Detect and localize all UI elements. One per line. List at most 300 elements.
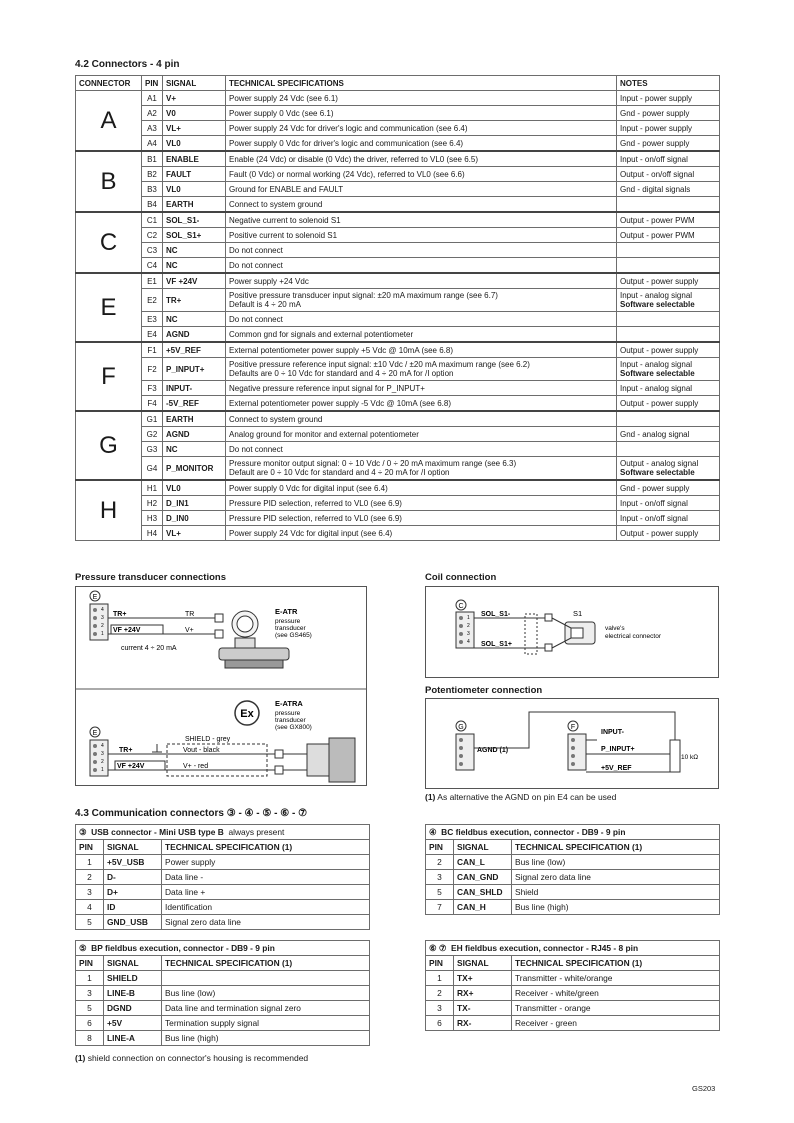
header-signal: SIGNAL	[104, 956, 162, 971]
note-line: Input - power supply	[620, 123, 693, 133]
terminal-block	[90, 604, 108, 640]
table-row	[76, 480, 720, 496]
note-line: Output - power PWM	[620, 230, 695, 240]
header-signal: SIGNAL	[104, 840, 162, 855]
table-row	[76, 167, 720, 182]
screw	[93, 760, 97, 764]
label-tr-plus: TR+	[113, 611, 127, 618]
label-resistor: 10 kΩ	[681, 754, 699, 761]
table-row	[76, 312, 720, 327]
spec-cell	[226, 496, 617, 511]
table-row	[76, 381, 720, 396]
screw	[93, 768, 97, 772]
pin-cell: 3	[426, 870, 454, 885]
connector-letter: G	[76, 411, 142, 480]
note-cell	[617, 312, 720, 327]
bp-title-text: BP fieldbus execution, connector - DB9 - 9 pin	[91, 942, 275, 953]
note-cell	[617, 182, 720, 197]
label-sol-minus: SOL_S1-	[481, 611, 511, 618]
spec-cell	[226, 327, 617, 343]
label-current: current 4 ÷ 20 mA	[121, 645, 177, 652]
spec-cell	[226, 243, 617, 258]
note-cell	[617, 106, 720, 121]
spec-line: Pressure PID selection, referred to VL0 (see 6.9)	[229, 513, 402, 523]
spec-cell	[226, 228, 617, 243]
usb-connector-table	[75, 824, 370, 930]
screw	[571, 754, 575, 758]
coil-connection-title: Coil connection	[425, 572, 497, 583]
spec-line: Power supply 0 Vdc for digital input (see 6.4)	[229, 483, 388, 493]
note-cell	[617, 457, 720, 481]
potentiometer-diagram	[425, 698, 719, 789]
table-row	[76, 1001, 370, 1016]
spec-line: Fault (0 Vdc) or normal working (24 Vdc), referred to VL0 (see 6.6)	[229, 169, 465, 179]
table-row	[76, 427, 720, 442]
table-row	[76, 289, 720, 312]
table-row	[76, 327, 720, 343]
signal-cell: +5V	[104, 1016, 162, 1031]
pin-number: 1	[467, 615, 470, 621]
table-row	[426, 870, 720, 885]
spec-line: Do not connect	[229, 260, 283, 270]
spec-line: Positive pressure transducer input signal: ±20 mA maximum range (see 6.7)	[229, 291, 498, 300]
spec-cell: Identification	[162, 900, 370, 915]
terminal-block	[456, 612, 474, 648]
transducer-connector-inner	[237, 616, 253, 632]
table-row	[426, 986, 720, 1001]
connector-f-label: F	[570, 724, 576, 731]
signal-cell: NC	[163, 258, 226, 274]
signal-cell: NC	[163, 312, 226, 327]
pin-cell: F3	[142, 381, 163, 396]
spec-line: Default is 4 ÷ 20 mA	[229, 300, 301, 309]
connector-letter: H	[76, 480, 142, 541]
comm-footnote-text: shield connection on connector's housing is recommended	[87, 1053, 309, 1063]
signal-cell: CAN_SHLD	[454, 885, 512, 900]
spec-line: Power supply 0 Vdc for driver's logic and communication (see 6.4)	[229, 138, 464, 148]
spec-line: Defaults are 0 ÷ 10 Vdc for standard and 4 ÷ 20 mA for /I option	[229, 369, 454, 378]
note-line: Gnd - digital signals	[620, 184, 691, 194]
pot-footnote	[425, 792, 616, 802]
spec-cell: Bus line (low)	[512, 855, 720, 870]
spec-cell	[226, 342, 617, 358]
pin-cell: B3	[142, 182, 163, 197]
label-tr-plus-2: TR+	[119, 747, 133, 754]
table-row	[76, 396, 720, 412]
eatra-desc: pressure	[275, 710, 301, 717]
spec-cell	[226, 411, 617, 427]
signal-cell: D_IN1	[163, 496, 226, 511]
header-pin: PIN	[426, 956, 454, 971]
signal-cell: P_INPUT+	[163, 358, 226, 381]
pin-cell: 5	[76, 915, 104, 930]
table-row	[76, 228, 720, 243]
label-input-minus: INPUT-	[601, 729, 624, 736]
spec-cell	[226, 91, 617, 106]
note-cell	[617, 151, 720, 167]
header-spec: TECHNICAL SPECIFICATION (1)	[162, 956, 370, 971]
connector-letter: C	[76, 212, 142, 273]
pin-cell: 2	[426, 855, 454, 870]
pin-number: 2	[467, 623, 470, 629]
signal-cell: DGND	[104, 1001, 162, 1016]
note-line: Input - power supply	[620, 93, 693, 103]
pin-cell: C3	[142, 243, 163, 258]
signal-cell: D+	[104, 885, 162, 900]
note-cell	[617, 91, 720, 106]
pin-cell: 2	[76, 870, 104, 885]
pin-cell: H4	[142, 526, 163, 541]
eh-connector-table	[425, 940, 720, 1031]
spec-cell: Data line and termination signal zero	[162, 1001, 370, 1016]
pin-cell: A4	[142, 136, 163, 152]
pin-cell: 1	[76, 855, 104, 870]
spec-line: Power supply 24 Vdc (see 6.1)	[229, 93, 338, 103]
spec-cell	[226, 480, 617, 496]
note-cell	[617, 526, 720, 541]
connector-letter: A	[76, 91, 142, 152]
signal-cell: TX+	[454, 971, 512, 986]
signal-cell: VF +24V	[163, 273, 226, 289]
note-line: Software selectable	[620, 468, 695, 477]
connector-e-label-2: E	[92, 730, 98, 737]
pressure-transducer-title: Pressure transducer connections	[75, 572, 226, 583]
spec-cell: Data line +	[162, 885, 370, 900]
spec-cell	[226, 136, 617, 152]
table-row	[76, 151, 720, 167]
spec-cell	[162, 971, 370, 986]
table-row	[76, 212, 720, 228]
pin-cell: 3	[76, 986, 104, 1001]
spec-cell	[226, 151, 617, 167]
pin-cell: F4	[142, 396, 163, 412]
signal-cell: VL+	[163, 121, 226, 136]
spec-cell	[226, 457, 617, 481]
note-line: Input - analog signal	[620, 291, 693, 300]
connector-letter: F	[76, 342, 142, 411]
spec-cell	[226, 358, 617, 381]
screw	[459, 640, 463, 644]
signal-cell: NC	[163, 243, 226, 258]
header-pin: PIN	[76, 840, 104, 855]
signal-cell: ID	[104, 900, 162, 915]
note-line: Input - analog signal	[620, 360, 693, 369]
screw	[459, 738, 463, 742]
screw	[93, 744, 97, 748]
table-row	[76, 915, 370, 930]
table-header-row	[426, 840, 720, 855]
pin-cell: 6	[426, 1016, 454, 1031]
screw	[459, 754, 463, 758]
signal-cell: TX-	[454, 1001, 512, 1016]
pin-number: 3	[101, 751, 104, 757]
table-row	[76, 182, 720, 197]
spec-line: Default are 0 ÷ 10 Vdc for standard and 4 ÷ 20 mA for /I option	[229, 468, 450, 477]
spec-cell	[226, 182, 617, 197]
table-row	[426, 1001, 720, 1016]
pin-cell: A3	[142, 121, 163, 136]
header-pin: PIN	[142, 76, 163, 91]
spec-line: Positive current to solenoid S1	[229, 230, 338, 240]
note-cell	[617, 212, 720, 228]
note-cell	[617, 511, 720, 526]
signal-cell: P_MONITOR	[163, 457, 226, 481]
label-tr: TR	[185, 611, 195, 618]
screw	[459, 762, 463, 766]
spec-cell	[226, 167, 617, 182]
pin-number: 2	[101, 759, 104, 765]
screw	[459, 616, 463, 620]
eatra-desc: (see GX800)	[275, 724, 312, 731]
resistor	[670, 740, 680, 772]
pin-cell: G3	[142, 442, 163, 457]
table-row	[76, 258, 720, 274]
signal-cell: CAN_L	[454, 855, 512, 870]
spec-line: Ground for ENABLE and FAULT	[229, 184, 344, 194]
spec-line: External potentiometer power supply -5 Vdc @ 10mA (see 6.8)	[229, 398, 452, 408]
table-row	[76, 900, 370, 915]
table-row	[76, 457, 720, 481]
table-header-row	[76, 76, 720, 91]
note-line: Input - analog signal	[620, 383, 693, 393]
pin-number: 1	[101, 767, 104, 773]
screw	[459, 746, 463, 750]
label-sol-plus: SOL_S1+	[481, 641, 512, 648]
spec-cell: Receiver - green	[512, 1016, 720, 1031]
connector-g-label: G	[458, 724, 464, 731]
bc-connector-table	[425, 824, 720, 915]
note-cell	[617, 411, 720, 427]
signal-cell: FAULT	[163, 167, 226, 182]
table-row	[76, 197, 720, 213]
note-line: Input - on/off signal	[620, 498, 688, 508]
connectors-4pin-table	[75, 75, 720, 541]
table-row	[76, 106, 720, 121]
signal-cell: LINE-B	[104, 986, 162, 1001]
spec-line: Connect to system ground	[229, 414, 323, 424]
pressure-transducer-diagram	[75, 586, 367, 786]
spec-line: Negative current to solenoid S1	[229, 215, 341, 225]
signal-cell: SHIELD	[104, 971, 162, 986]
transducer-body	[235, 638, 255, 648]
spec-line: Power supply 0 Vdc (see 6.1)	[229, 108, 334, 118]
spec-cell	[226, 289, 617, 312]
bp-connector-table	[75, 940, 370, 1046]
pin-box	[215, 630, 223, 638]
note-cell	[617, 442, 720, 457]
table-row	[76, 273, 720, 289]
note-cell	[617, 167, 720, 182]
pin-cell: 1	[426, 971, 454, 986]
header-signal: SIGNAL	[163, 76, 226, 91]
spec-cell	[226, 511, 617, 526]
spec-cell: Power supply	[162, 855, 370, 870]
signal-cell: NC	[163, 442, 226, 457]
bp-num: ⑤	[79, 942, 87, 953]
note-line: Input - on/off signal	[620, 513, 688, 523]
pin-number: 4	[101, 743, 104, 749]
table-row	[76, 526, 720, 541]
pin-cell: E3	[142, 312, 163, 327]
eatr-desc: transducer	[275, 625, 306, 632]
note-cell	[617, 197, 720, 213]
note-cell	[617, 327, 720, 343]
signal-cell: EARTH	[163, 411, 226, 427]
table-row	[426, 971, 720, 986]
atra-connector	[307, 744, 329, 776]
table-title-row	[426, 941, 720, 956]
header-pin: PIN	[76, 956, 104, 971]
header-signal: SIGNAL	[454, 840, 512, 855]
spec-line: Do not connect	[229, 314, 283, 324]
header-spec: TECHNICAL SPECIFICATION (1)	[512, 956, 720, 971]
spec-cell: Signal zero data line	[512, 870, 720, 885]
signal-cell: -5V_REF	[163, 396, 226, 412]
usb-title-text: USB connector - Mini USB type B	[91, 826, 224, 837]
header-signal: SIGNAL	[454, 956, 512, 971]
pin-cell: 7	[426, 900, 454, 915]
eatr-title: E-ATR	[275, 607, 298, 616]
signal-cell: +5V_REF	[163, 342, 226, 358]
spec-cell: Shield	[512, 885, 720, 900]
bc-title	[426, 825, 720, 840]
table-row	[76, 442, 720, 457]
spec-cell	[226, 396, 617, 412]
pin-box	[275, 750, 283, 758]
label-vf24: VF +24V	[113, 627, 141, 634]
signal-cell: VL+	[163, 526, 226, 541]
note-line: Output - power supply	[620, 398, 699, 408]
spec-line: Pressure PID selection, referred to VL0 (see 6.9)	[229, 498, 402, 508]
signal-cell: D-	[104, 870, 162, 885]
spec-line: External potentiometer power supply +5 Vdc @ 10mA (see 6.8)	[229, 345, 454, 355]
pin-cell: C2	[142, 228, 163, 243]
table-row	[76, 986, 370, 1001]
section-4-3-title: 4.3 Communication connectors ③ - ④ - ⑤ - ⑥ - ⑦	[75, 808, 308, 819]
screw	[93, 624, 97, 628]
potentiometer-title: Potentiometer connection	[425, 685, 543, 696]
note-line: Output - analog signal	[620, 459, 699, 468]
pin-cell: G1	[142, 411, 163, 427]
table-title-row	[76, 941, 370, 956]
section-4-2-title: 4.2 Connectors - 4 pin	[75, 59, 180, 70]
label-vplus: V+	[185, 627, 194, 634]
table-row	[76, 496, 720, 511]
screw	[93, 752, 97, 756]
signal-cell: VL0	[163, 480, 226, 496]
note-cell	[617, 228, 720, 243]
signal-cell: EARTH	[163, 197, 226, 213]
pin-cell: 3	[76, 885, 104, 900]
signal-cell: SOL_S1+	[163, 228, 226, 243]
bp-title	[76, 941, 370, 956]
signal-cell: SOL_S1-	[163, 212, 226, 228]
pin-cell: 1	[76, 971, 104, 986]
pin-cell: E2	[142, 289, 163, 312]
table-row	[76, 511, 720, 526]
pin-cell: 5	[426, 885, 454, 900]
pin-cell: E4	[142, 327, 163, 343]
note-cell	[617, 381, 720, 396]
pin-number: 1	[101, 631, 104, 637]
pin-number: 3	[467, 631, 470, 637]
note-line: Output - on/off signal	[620, 169, 695, 179]
spec-cell: Transmitter - orange	[512, 1001, 720, 1016]
pin-cell: E1	[142, 273, 163, 289]
pin-box	[215, 614, 223, 622]
header-spec: TECHNICAL SPECIFICATION (1)	[162, 840, 370, 855]
note-cell	[617, 480, 720, 496]
comm-footnote-number: (1)	[75, 1053, 86, 1063]
pin-cell: C1	[142, 212, 163, 228]
usb-num: ③	[79, 826, 87, 837]
connector-letter: B	[76, 151, 142, 212]
pin-number: 4	[467, 639, 470, 645]
spec-cell	[226, 381, 617, 396]
note-cell	[617, 258, 720, 274]
eatr-desc: (see GS465)	[275, 632, 312, 639]
valve-connector-inner	[571, 628, 583, 638]
spec-cell: Bus line (high)	[162, 1031, 370, 1046]
spec-line: Power supply +24 Vdc	[229, 276, 309, 286]
note-line: Gnd - power supply	[620, 483, 690, 493]
signal-cell: AGND	[163, 427, 226, 442]
signal-cell: ENABLE	[163, 151, 226, 167]
note-cell	[617, 289, 720, 312]
spec-line: Positive pressure reference input signal: ±10 Vdc / ±20 mA maximum range (see 6.2)	[229, 360, 530, 369]
bc-title-text: BC fieldbus execution, connector - DB9 - 9 pin	[441, 826, 626, 837]
connector-c-label: C	[458, 603, 464, 610]
spec-line: Common gnd for signals and external potentiometer	[229, 329, 414, 339]
signal-cell: TR+	[163, 289, 226, 312]
signal-cell: LINE-A	[104, 1031, 162, 1046]
table-row	[76, 342, 720, 358]
note-line: Gnd - power supply	[620, 108, 690, 118]
signal-cell: AGND	[163, 327, 226, 343]
note-cell	[617, 396, 720, 412]
note-cell	[617, 273, 720, 289]
label-ref5: +5V_REF	[601, 765, 632, 772]
spec-cell	[226, 526, 617, 541]
spec-cell	[226, 273, 617, 289]
table-row	[76, 243, 720, 258]
table-row	[76, 358, 720, 381]
signal-cell: V+	[163, 91, 226, 106]
pin-cell: F2	[142, 358, 163, 381]
eh-num: ⑥ ⑦	[429, 942, 447, 953]
note-line: Output - power supply	[620, 276, 699, 286]
signal-cell: +5V_USB	[104, 855, 162, 870]
spec-line: Power supply 24 Vdc for driver's logic and communication (see 6.4)	[229, 123, 468, 133]
spec-line: Analog ground for monitor and external potentiometer	[229, 429, 419, 439]
spec-line: Enable (24 Vdc) or disable (0 Vdc) the driver, referred to VL0 (see 6.5)	[229, 154, 479, 164]
table-title-row	[426, 825, 720, 840]
table-row	[76, 136, 720, 152]
spec-cell: Receiver - white/green	[512, 986, 720, 1001]
spec-cell: Data line -	[162, 870, 370, 885]
screw	[571, 762, 575, 766]
terminal-block-g	[456, 734, 474, 770]
spec-cell	[226, 312, 617, 327]
pot-footnote-text: As alternative the AGND on pin E4 can be used	[437, 792, 617, 802]
eh-title-text: EH fieldbus execution, connector - RJ45 - 8 pin	[451, 942, 639, 953]
bc-num: ④	[429, 826, 437, 837]
screw	[571, 738, 575, 742]
note-line: Output - power PWM	[620, 215, 695, 225]
signal-cell: RX+	[454, 986, 512, 1001]
table-title-row	[76, 825, 370, 840]
eh-title	[426, 941, 720, 956]
